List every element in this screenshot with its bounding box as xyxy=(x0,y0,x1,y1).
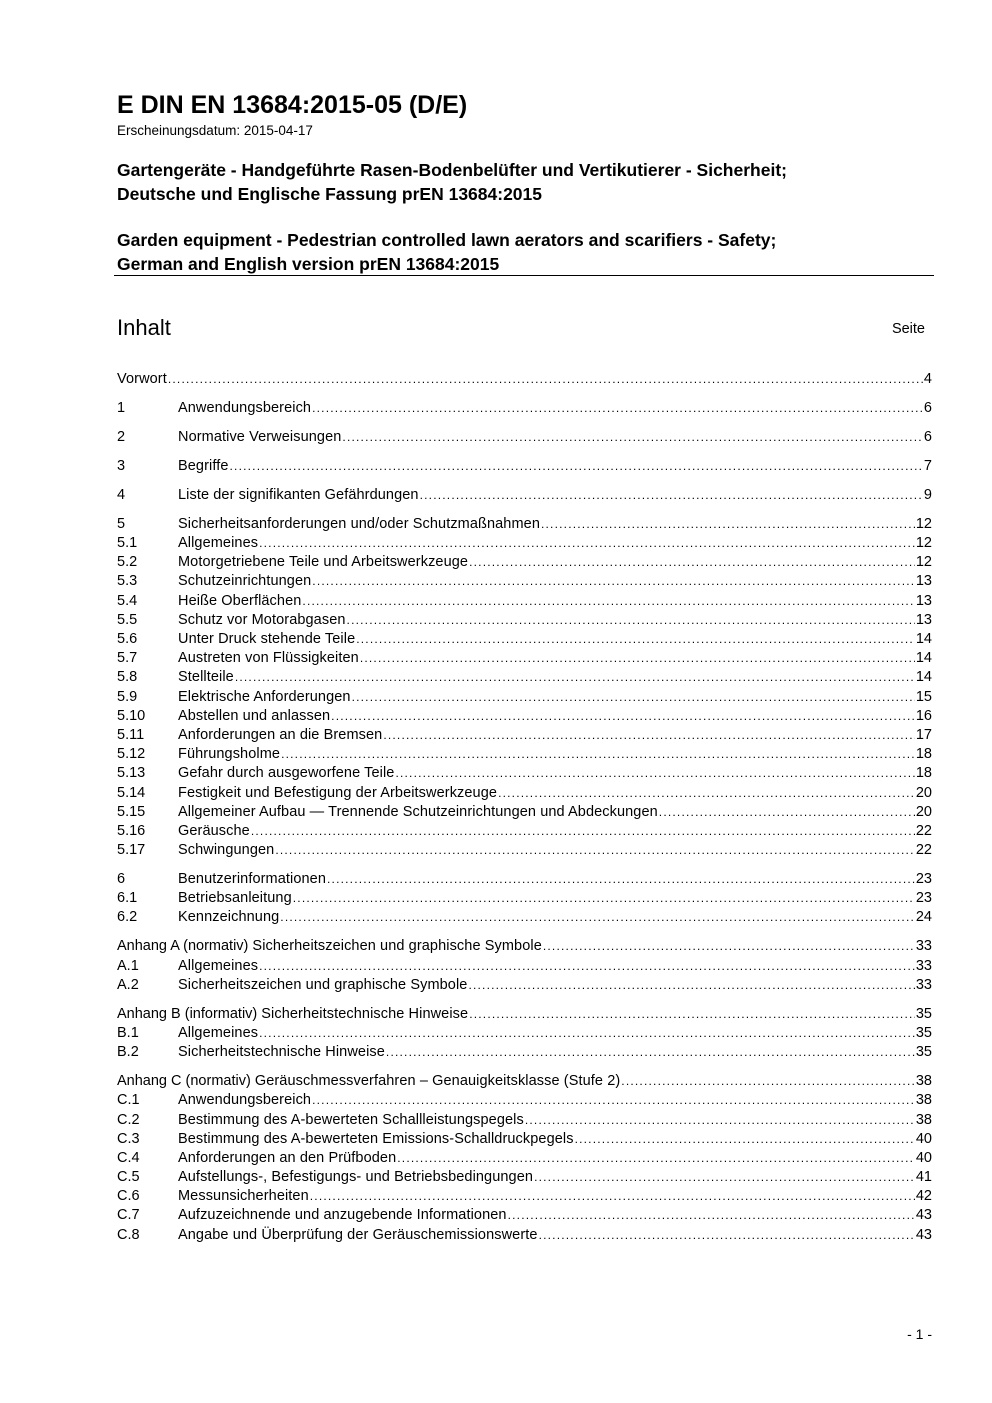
toc-entry-number: 5.6 xyxy=(117,631,138,648)
toc-annex-name: Anhang C xyxy=(117,1073,182,1090)
toc-dot-leader xyxy=(539,1226,915,1245)
toc-dot-leader xyxy=(386,1043,915,1062)
table-of-contents xyxy=(117,370,932,1245)
toc-entry-number: 5.3 xyxy=(117,573,138,590)
toc-entry-number: 2 xyxy=(117,428,126,445)
toc-entry-number: 5.10 xyxy=(117,707,146,724)
toc-entry[interactable] xyxy=(117,803,932,822)
toc-entry[interactable] xyxy=(117,630,932,649)
toc-dot-leader xyxy=(469,1005,915,1024)
toc-entry[interactable] xyxy=(117,908,932,927)
toc-dot-leader xyxy=(469,553,915,572)
title-english-line-1: Garden equipment - Pedestrian controlled lawn aerators and scarifiers - Safety; xyxy=(117,230,777,250)
toc-dot-leader xyxy=(275,841,915,860)
toc-entry-page: 38 xyxy=(915,1092,932,1109)
toc-entry-title: Bestimmung des A-bewerteten Schallleistungspegels xyxy=(178,1111,524,1128)
toc-entry-number: 6.1 xyxy=(117,890,138,907)
toc-entry-page: 6 xyxy=(923,428,932,445)
toc-entry-number: B.1 xyxy=(117,1025,139,1041)
toc-entry-title: Liste der signifikanten Gefährdungen xyxy=(178,486,419,503)
toc-entry[interactable] xyxy=(117,1149,932,1168)
toc-entry-page: 14 xyxy=(915,631,932,648)
toc-entry[interactable] xyxy=(117,553,932,572)
toc-dot-leader xyxy=(251,822,915,841)
toc-dot-leader xyxy=(541,515,915,534)
toc-entry-title: Normative Verweisungen xyxy=(178,428,342,445)
toc-entry-title: Anwendungsbereich xyxy=(178,1092,312,1109)
toc-entry-title: Allgemeines xyxy=(178,957,259,974)
toc-entry-page: 4 xyxy=(923,371,932,387)
toc-entry-title: Abstellen und anlassen xyxy=(178,707,331,724)
toc-annex-type: (normativ) xyxy=(183,938,249,955)
toc-entry-page: 41 xyxy=(915,1169,932,1186)
toc-entry[interactable] xyxy=(117,515,932,534)
toc-dot-leader xyxy=(621,1072,915,1091)
toc-dot-leader xyxy=(347,611,915,630)
toc-entry-page: 43 xyxy=(915,1226,932,1243)
toc-dot-leader xyxy=(342,428,923,447)
toc-entry[interactable] xyxy=(117,870,932,889)
toc-dot-leader xyxy=(331,707,915,726)
toc-entry[interactable] xyxy=(117,937,932,956)
toc-entry-title: Allgemeiner Aufbau — Trennende Schutzeinrichtungen und Abdeckungen xyxy=(178,803,658,820)
toc-entry-number: 5.12 xyxy=(117,746,146,763)
toc-entry-title: Heiße Oberflächen xyxy=(178,592,302,609)
toc-entry[interactable] xyxy=(117,957,932,976)
toc-dot-leader xyxy=(397,1149,915,1168)
toc-entry[interactable] xyxy=(117,688,932,707)
toc-entry-page: 13 xyxy=(915,611,932,628)
toc-entry-title: Geräusche xyxy=(178,822,250,839)
toc-entry-title: Kennzeichnung xyxy=(178,909,280,926)
toc-entry-number: C.2 xyxy=(117,1111,140,1128)
document-id: E DIN EN 13684:2015-05 (D/E) xyxy=(117,91,468,119)
toc-entry-title: Anwendungsbereich xyxy=(178,399,312,416)
toc-entry-title: Sicherheitsanforderungen und/oder Schutzmaßnahmen xyxy=(178,515,540,532)
toc-entry-number: C.3 xyxy=(117,1130,140,1147)
toc-annex-name: Anhang A xyxy=(117,938,180,955)
toc-dot-leader xyxy=(312,1091,915,1110)
toc-entry-page: 13 xyxy=(915,573,932,590)
toc-entry-number: 5.5 xyxy=(117,611,138,628)
toc-entry-number: 5.9 xyxy=(117,688,138,705)
toc-entry[interactable] xyxy=(117,784,932,803)
toc-entry-title: Betriebsanleitung xyxy=(178,890,292,907)
toc-entry-title: Sicherheitstechnische Hinweise xyxy=(178,1044,385,1061)
toc-dot-leader xyxy=(525,1111,915,1130)
toc-entry-title: Schutz vor Motorabgasen xyxy=(178,611,346,628)
toc-entry-number: 5.14 xyxy=(117,784,146,801)
toc-entry-page: 42 xyxy=(915,1188,932,1205)
toc-dot-leader xyxy=(356,630,915,649)
toc-entry[interactable] xyxy=(117,457,932,476)
toc-entry-page: 20 xyxy=(915,784,932,801)
toc-entry[interactable] xyxy=(117,889,932,908)
toc-entry[interactable] xyxy=(117,370,932,389)
toc-entry[interactable] xyxy=(117,649,932,668)
toc-entry-number: 5.4 xyxy=(117,592,138,609)
toc-entry[interactable] xyxy=(117,611,932,630)
toc-dot-leader xyxy=(230,457,923,476)
toc-dot-leader xyxy=(508,1206,915,1225)
toc-dot-leader xyxy=(259,534,915,553)
footer-page-number: - 1 - xyxy=(907,1326,932,1342)
toc-entry-page: 33 xyxy=(915,957,932,974)
toc-page-column-label: Seite xyxy=(891,321,925,337)
toc-dot-leader xyxy=(293,889,915,908)
toc-entry[interactable] xyxy=(117,399,932,418)
toc-annex-type: (informativ) xyxy=(184,1005,258,1022)
toc-dot-leader xyxy=(575,1130,915,1149)
toc-entry-page: 16 xyxy=(915,707,932,724)
toc-entry-page: 15 xyxy=(915,688,932,705)
title-divider xyxy=(114,275,934,276)
toc-dot-leader xyxy=(327,870,915,889)
toc-dot-leader xyxy=(280,908,915,927)
toc-heading: Inhalt xyxy=(117,315,171,340)
title-german-line-2: Deutsche und Englische Fassung prEN 13684:2015 xyxy=(117,184,543,204)
toc-entry-page: 13 xyxy=(915,592,932,609)
toc-entry-page: 12 xyxy=(915,535,932,552)
toc-entry-page: 20 xyxy=(915,803,932,820)
toc-entry-title: Gefahr durch ausgeworfene Teile xyxy=(178,765,395,782)
toc-entry-page: 35 xyxy=(915,1025,932,1041)
toc-entry[interactable] xyxy=(117,1130,932,1149)
toc-annex-type: (normativ) xyxy=(185,1073,251,1090)
toc-entry-title: Bestimmung des A-bewerteten Emissions-Schalldruckpegels xyxy=(178,1130,574,1147)
toc-entry[interactable] xyxy=(117,534,932,553)
title-english-line-2: German and English version prEN 13684:2015 xyxy=(117,254,500,274)
toc-entry-page: 35 xyxy=(915,1044,932,1061)
toc-entry[interactable] xyxy=(117,1005,932,1024)
toc-entry-title: Begriffe xyxy=(178,457,229,474)
toc-entry-page: 22 xyxy=(915,842,932,859)
toc-entry-page: 35 xyxy=(915,1005,932,1022)
toc-dot-leader xyxy=(259,957,915,976)
toc-entry-number: 5.11 xyxy=(117,726,145,743)
toc-entry[interactable] xyxy=(117,976,932,995)
toc-entry[interactable] xyxy=(117,1024,932,1043)
toc-entry-number: A.1 xyxy=(117,957,139,974)
toc-entry[interactable] xyxy=(117,726,932,745)
toc-entry-page: 38 xyxy=(915,1111,932,1128)
toc-entry-title: Allgemeines xyxy=(178,1025,259,1041)
toc-entry-number: C.4 xyxy=(117,1149,140,1166)
toc-entry-title: Unter Druck stehende Teile xyxy=(178,631,356,648)
toc-entry-number: 5.17 xyxy=(117,842,146,859)
toc-entry-page: 18 xyxy=(915,765,932,782)
toc-entry-title: Anforderungen an den Prüfboden xyxy=(178,1149,397,1166)
toc-annex-label xyxy=(117,937,252,956)
toc-entry-title: Festigkeit und Befestigung der Arbeitswerkzeuge xyxy=(178,784,498,801)
toc-dot-leader xyxy=(302,592,914,611)
toc-entry-page: 14 xyxy=(915,650,932,667)
toc-entry-page: 33 xyxy=(915,938,932,955)
toc-entry-title: Angabe und Überprüfung der Geräuschemissionswerte xyxy=(178,1226,538,1243)
toc-entry-page: 12 xyxy=(915,515,932,532)
toc-entry-page: 24 xyxy=(915,909,932,926)
toc-dot-leader xyxy=(352,688,915,707)
toc-entry-page: 23 xyxy=(915,890,932,907)
toc-entry-title: Aufzuzeichnende und anzugebende Informationen xyxy=(178,1207,507,1224)
toc-dot-leader xyxy=(312,572,915,591)
toc-entry[interactable] xyxy=(117,745,932,764)
toc-entry[interactable] xyxy=(117,841,932,860)
toc-dot-leader xyxy=(468,976,914,995)
toc-entry-page: 38 xyxy=(915,1073,932,1090)
toc-entry-title: Sicherheitszeichen und graphische Symbole xyxy=(252,938,542,955)
toc-entry[interactable] xyxy=(117,822,932,841)
toc-entry-page: 7 xyxy=(923,457,932,474)
title-english xyxy=(117,228,776,276)
toc-entry-number: C.5 xyxy=(117,1169,140,1186)
toc-entry[interactable] xyxy=(117,764,932,783)
toc-entry-page: 12 xyxy=(915,554,932,571)
toc-entry-title: Allgemeines xyxy=(178,535,259,552)
toc-entry-number: A.2 xyxy=(117,976,139,993)
toc-entry-title: Elektrische Anforderungen xyxy=(178,688,351,705)
toc-dot-leader xyxy=(235,668,915,687)
toc-entry[interactable] xyxy=(117,1043,932,1062)
toc-entry-title: Schwingungen xyxy=(178,842,275,859)
toc-dot-leader xyxy=(310,1187,915,1206)
toc-entry-title: Vorwort xyxy=(117,371,167,387)
toc-entry-number: C.7 xyxy=(117,1207,140,1224)
toc-entry-number: B.2 xyxy=(117,1044,139,1061)
toc-annex-label xyxy=(117,1072,255,1091)
toc-entry-page: 6 xyxy=(923,399,932,416)
toc-entry-page: 23 xyxy=(915,871,932,888)
toc-dot-leader xyxy=(383,726,915,745)
toc-entry-number: 5.7 xyxy=(117,650,138,667)
toc-entry-title: Benutzerinformationen xyxy=(178,871,326,888)
toc-entry[interactable] xyxy=(117,1072,932,1091)
toc-entry-title: Anforderungen an die Bremsen xyxy=(178,726,383,743)
toc-entry-number: 5.16 xyxy=(117,822,146,839)
toc-entry-number: 6.2 xyxy=(117,909,138,926)
toc-dot-leader xyxy=(259,1024,915,1043)
toc-entry-number: 5.2 xyxy=(117,554,138,571)
toc-entry-number: C.6 xyxy=(117,1188,140,1205)
toc-dot-leader xyxy=(534,1168,915,1187)
toc-entry-number: 1 xyxy=(117,399,126,416)
toc-entry-number: C.8 xyxy=(117,1226,140,1243)
toc-entry[interactable] xyxy=(117,572,932,591)
toc-entry-page: 43 xyxy=(915,1207,932,1224)
toc-entry-page: 9 xyxy=(923,486,932,503)
toc-entry[interactable] xyxy=(117,1187,932,1206)
toc-entry-page: 40 xyxy=(915,1149,932,1166)
toc-entry-number: 5.8 xyxy=(117,669,138,686)
toc-entry-number: 6 xyxy=(117,871,126,888)
publication-date: Erscheinungsdatum: 2015-04-17 xyxy=(117,123,313,138)
toc-annex-label xyxy=(117,1005,261,1024)
toc-entry-page: 17 xyxy=(915,726,932,743)
toc-dot-leader xyxy=(420,486,923,505)
toc-entry[interactable] xyxy=(117,592,932,611)
toc-entry-number: 5.13 xyxy=(117,765,146,782)
toc-entry[interactable] xyxy=(117,1206,932,1225)
toc-entry-number: 5 xyxy=(117,515,126,532)
toc-entry-number: 3 xyxy=(117,457,126,474)
toc-entry-page: 33 xyxy=(915,976,932,993)
toc-dot-leader xyxy=(360,649,915,668)
toc-dot-leader xyxy=(312,399,923,418)
toc-entry[interactable] xyxy=(117,668,932,687)
toc-entry-page: 22 xyxy=(915,822,932,839)
toc-entry-page: 18 xyxy=(915,746,932,763)
toc-entry[interactable] xyxy=(117,486,932,505)
toc-entry-number: 4 xyxy=(117,486,126,503)
toc-entry-page: 14 xyxy=(915,669,932,686)
toc-entry-page: 40 xyxy=(915,1130,932,1147)
toc-dot-leader xyxy=(543,937,915,956)
toc-entry-title: Stellteile xyxy=(178,669,234,686)
toc-dot-leader xyxy=(168,370,923,389)
toc-entry-title: Führungsholme xyxy=(178,746,281,763)
toc-dot-leader xyxy=(281,745,915,764)
toc-entry[interactable] xyxy=(117,1168,932,1187)
toc-entry[interactable] xyxy=(117,1226,932,1245)
toc-annex-name: Anhang B xyxy=(117,1005,181,1022)
toc-entry-title: Motorgetriebene Teile und Arbeitswerkzeuge xyxy=(178,554,469,571)
toc-entry[interactable] xyxy=(117,1091,932,1110)
toc-entry-title: Austreten von Flüssigkeiten xyxy=(178,650,359,667)
toc-entry-title: Aufstellungs-, Befestigungs- und Betriebsbedingungen xyxy=(178,1169,534,1186)
title-german xyxy=(117,158,787,206)
toc-entry-title: Sicherheitstechnische Hinweise xyxy=(261,1005,469,1022)
toc-dot-leader xyxy=(395,764,914,783)
toc-entry-number: 5.1 xyxy=(117,535,138,552)
toc-entry-number: 5.15 xyxy=(117,803,146,820)
toc-dot-leader xyxy=(659,803,915,822)
title-german-line-1: Gartengeräte - Handgeführte Rasen-Bodenbelüfter und Vertikutierer - Sicherheit; xyxy=(117,160,787,180)
toc-entry-title: Schutzeinrichtungen xyxy=(178,573,312,590)
toc-entry-number: C.1 xyxy=(117,1092,140,1109)
toc-entry[interactable] xyxy=(117,1111,932,1130)
toc-entry[interactable] xyxy=(117,707,932,726)
toc-dot-leader xyxy=(498,784,915,803)
toc-entry-title: Messunsicherheiten xyxy=(178,1188,309,1205)
toc-entry-title: Sicherheitszeichen und graphische Symbole xyxy=(178,976,468,993)
toc-entry-title: Geräuschmessverfahren – Genauigkeitsklasse (Stufe 2) xyxy=(254,1073,621,1090)
toc-entry[interactable] xyxy=(117,428,932,447)
